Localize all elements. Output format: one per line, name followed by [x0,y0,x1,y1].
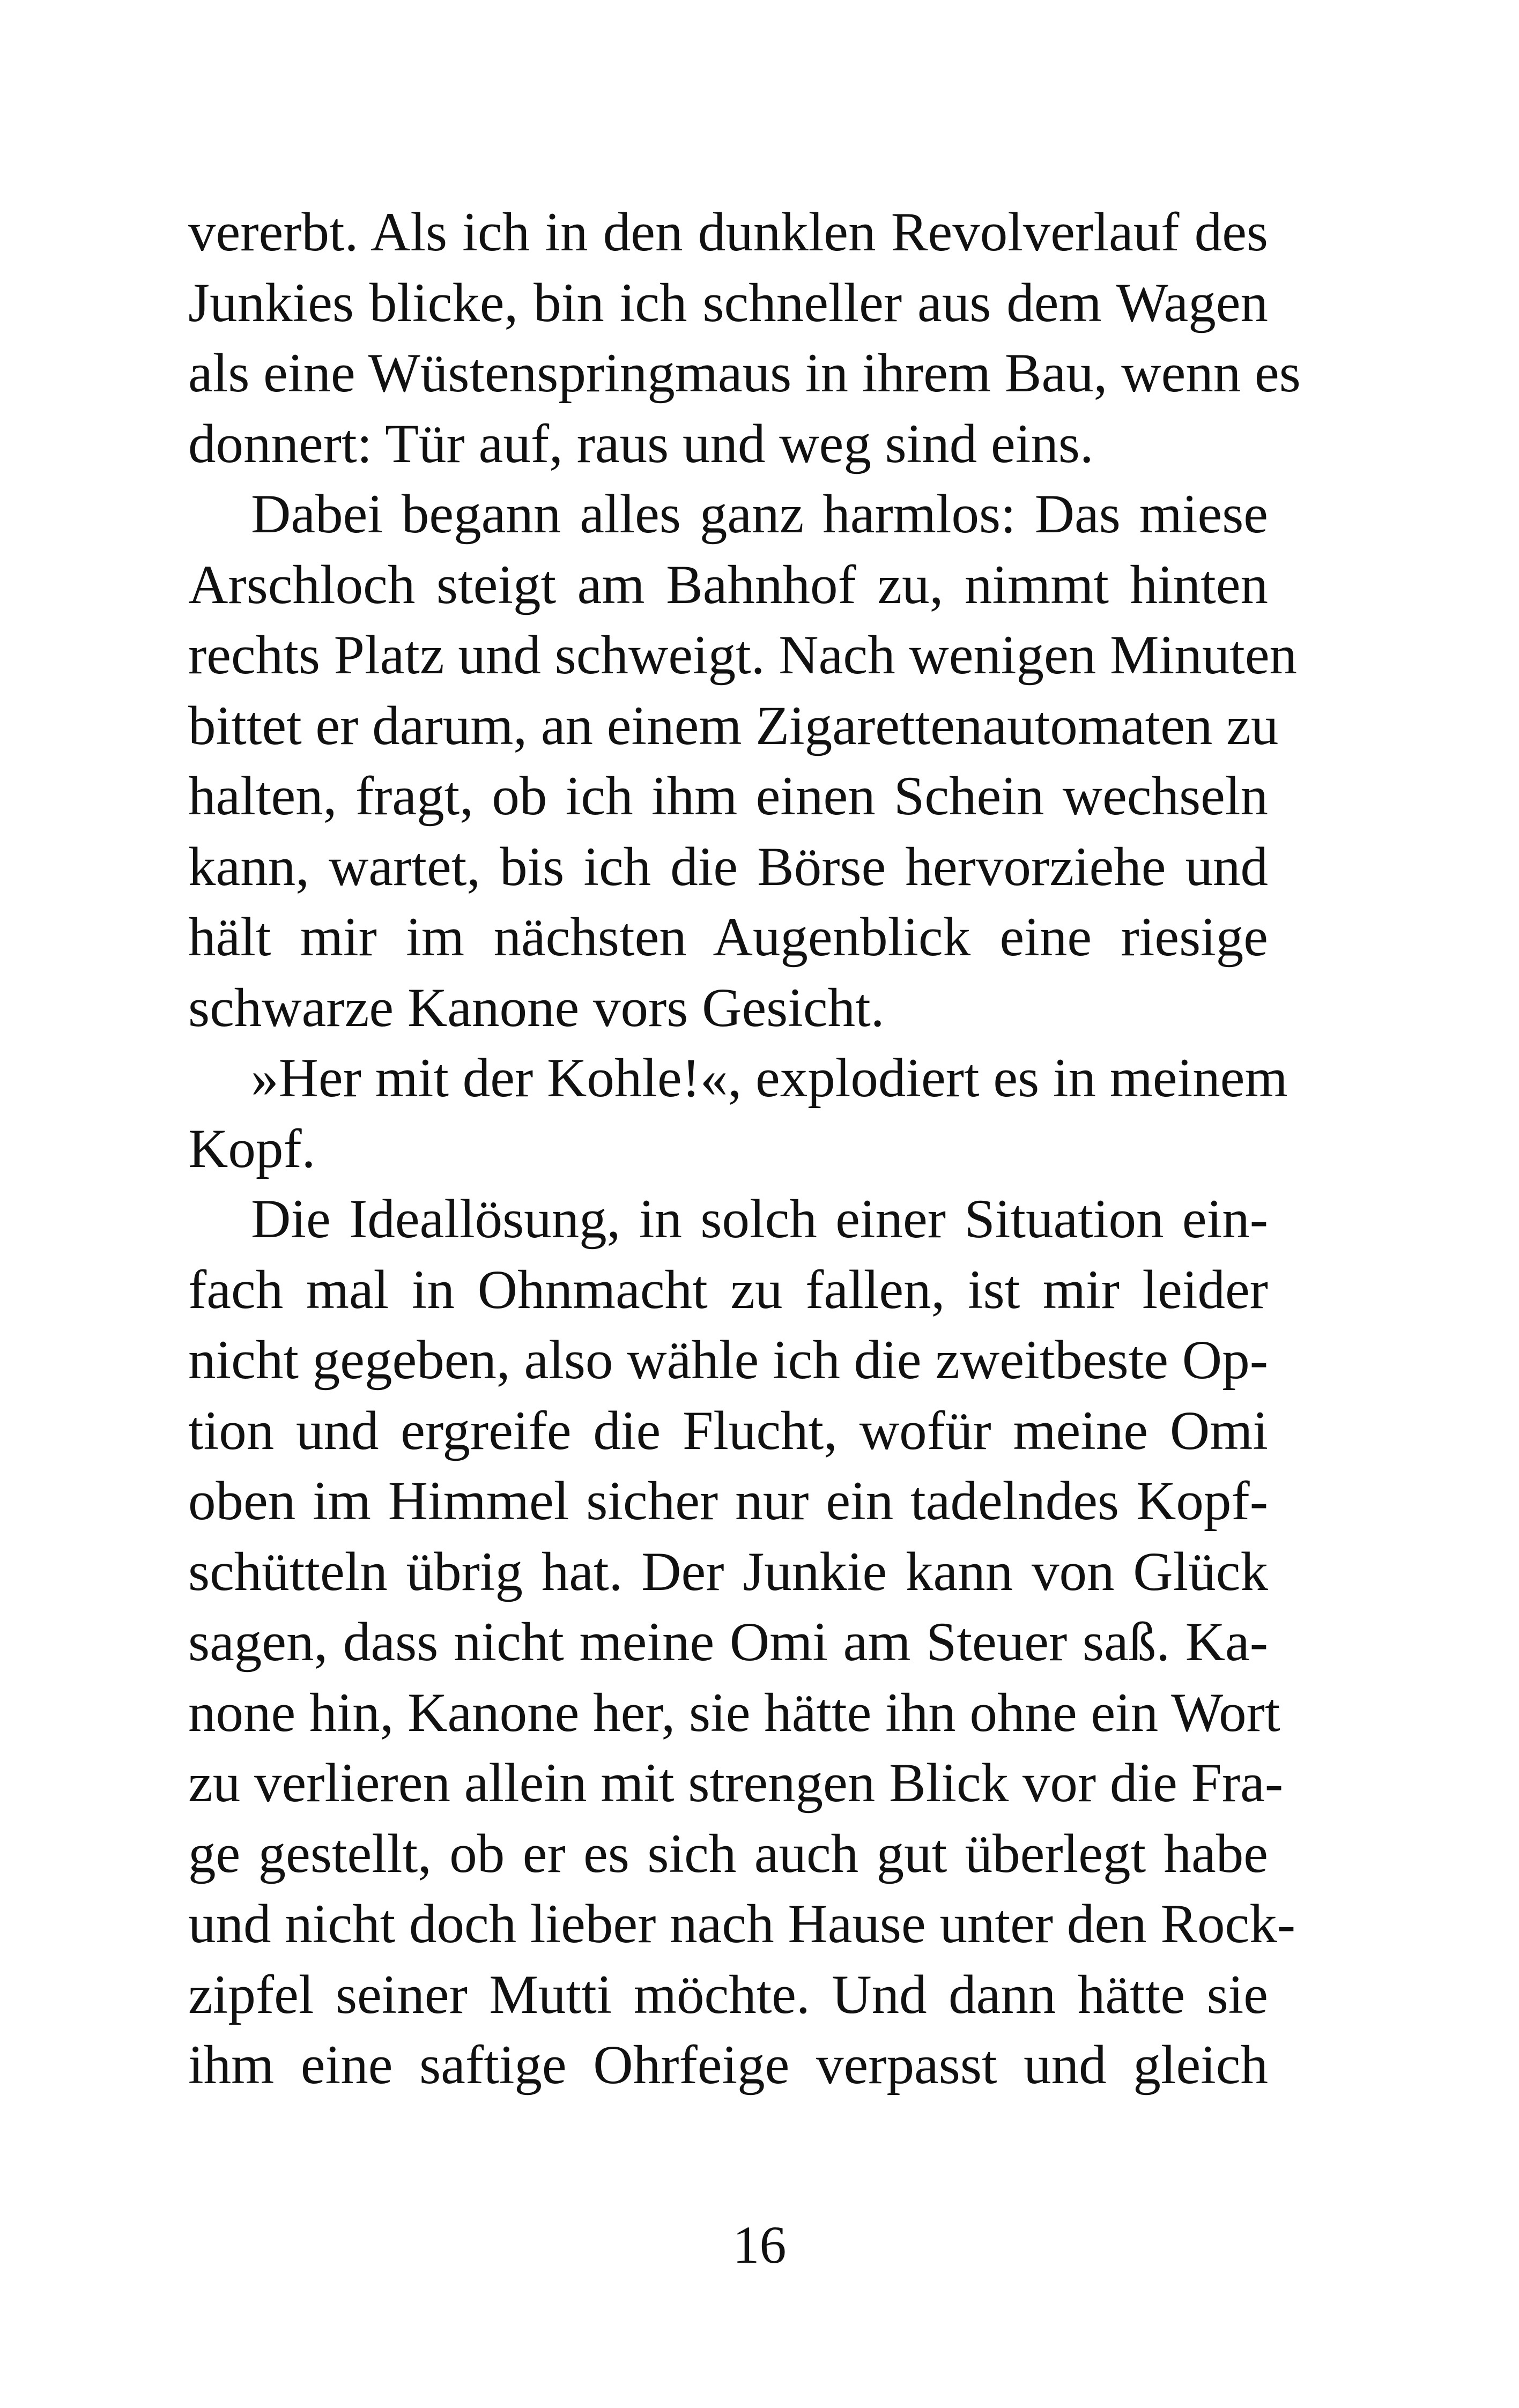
paragraph [188,1043,1288,1184]
text-line: hält mir im nächsten Augenblick eine riesige [188,906,1268,968]
text-line: schütteln übrig hat. Der Junkie kann von Glück [188,1541,1268,1602]
text-line: Arschloch steigt am Bahnhof zu, nimmt hinten [188,554,1268,615]
text-line: nicht gegeben, also wähle ich die zweitbeste Op- [188,1329,1268,1391]
text-line: »Her mit der Kohle!«, explodiert es in meinem [251,1047,1288,1109]
text-line: sagen, dass nicht meine Omi am Steuer saß. Ka- [188,1611,1268,1673]
text-line: tion und ergreife die Flucht, wofür meine Omi [188,1400,1268,1461]
paragraph [188,479,1298,1043]
text-line: ge gestellt, ob er es sich auch gut überlegt habe [188,1823,1268,1884]
text-line: none hin, Kanone her, sie hätte ihn ohne ein Wort [188,1682,1280,1743]
text-line: Kopf. [188,1118,316,1179]
text-line: Dabei begann alles ganz harmlos: Das miese [251,484,1268,545]
text-line: bittet er darum, an einem Zigarettenautomaten zu [188,695,1279,756]
text-line: Junkies blicke, bin ich schneller aus dem Wagen [188,272,1268,333]
text-line: vererbt. Als ich in den dunklen Revolverlauf des [188,202,1268,263]
page-number: 16 [732,2215,787,2275]
text-line: donnert: Tür auf, raus und weg sind eins. [188,413,1094,474]
body-text [188,197,1301,2101]
paragraph [188,1184,1296,2101]
paragraph [188,197,1301,479]
text-line: halten, fragt, ob ich ihm einen Schein wechseln [188,765,1268,827]
text-line: zu verlieren allein mit strengen Blick vor die Fra- [188,1752,1284,1814]
text-line: und nicht doch lieber nach Hause unter den Rock- [188,1893,1296,1954]
text-line: ihm eine saftige Ohrfeige verpasst und gleich [188,2034,1268,2095]
text-line: Die Ideallösung, in solch einer Situation ein- [251,1188,1268,1250]
text-line: schwarze Kanone vors Gesicht. [188,977,885,1038]
text-line: zipfel seiner Mutti möchte. Und dann hätte sie [188,1964,1268,2025]
text-line: als eine Wüstenspringmaus in ihrem Bau, wenn es [188,343,1301,404]
text-line: rechts Platz und schweigt. Nach wenigen Minuten [188,625,1298,686]
text-line: fach mal in Ohnmacht zu fallen, ist mir leider [188,1259,1268,1320]
text-line: kann, wartet, bis ich die Börse hervorziehe und [188,836,1268,897]
text-line: oben im Himmel sicher nur ein tadelndes Kopf- [188,1470,1268,1532]
